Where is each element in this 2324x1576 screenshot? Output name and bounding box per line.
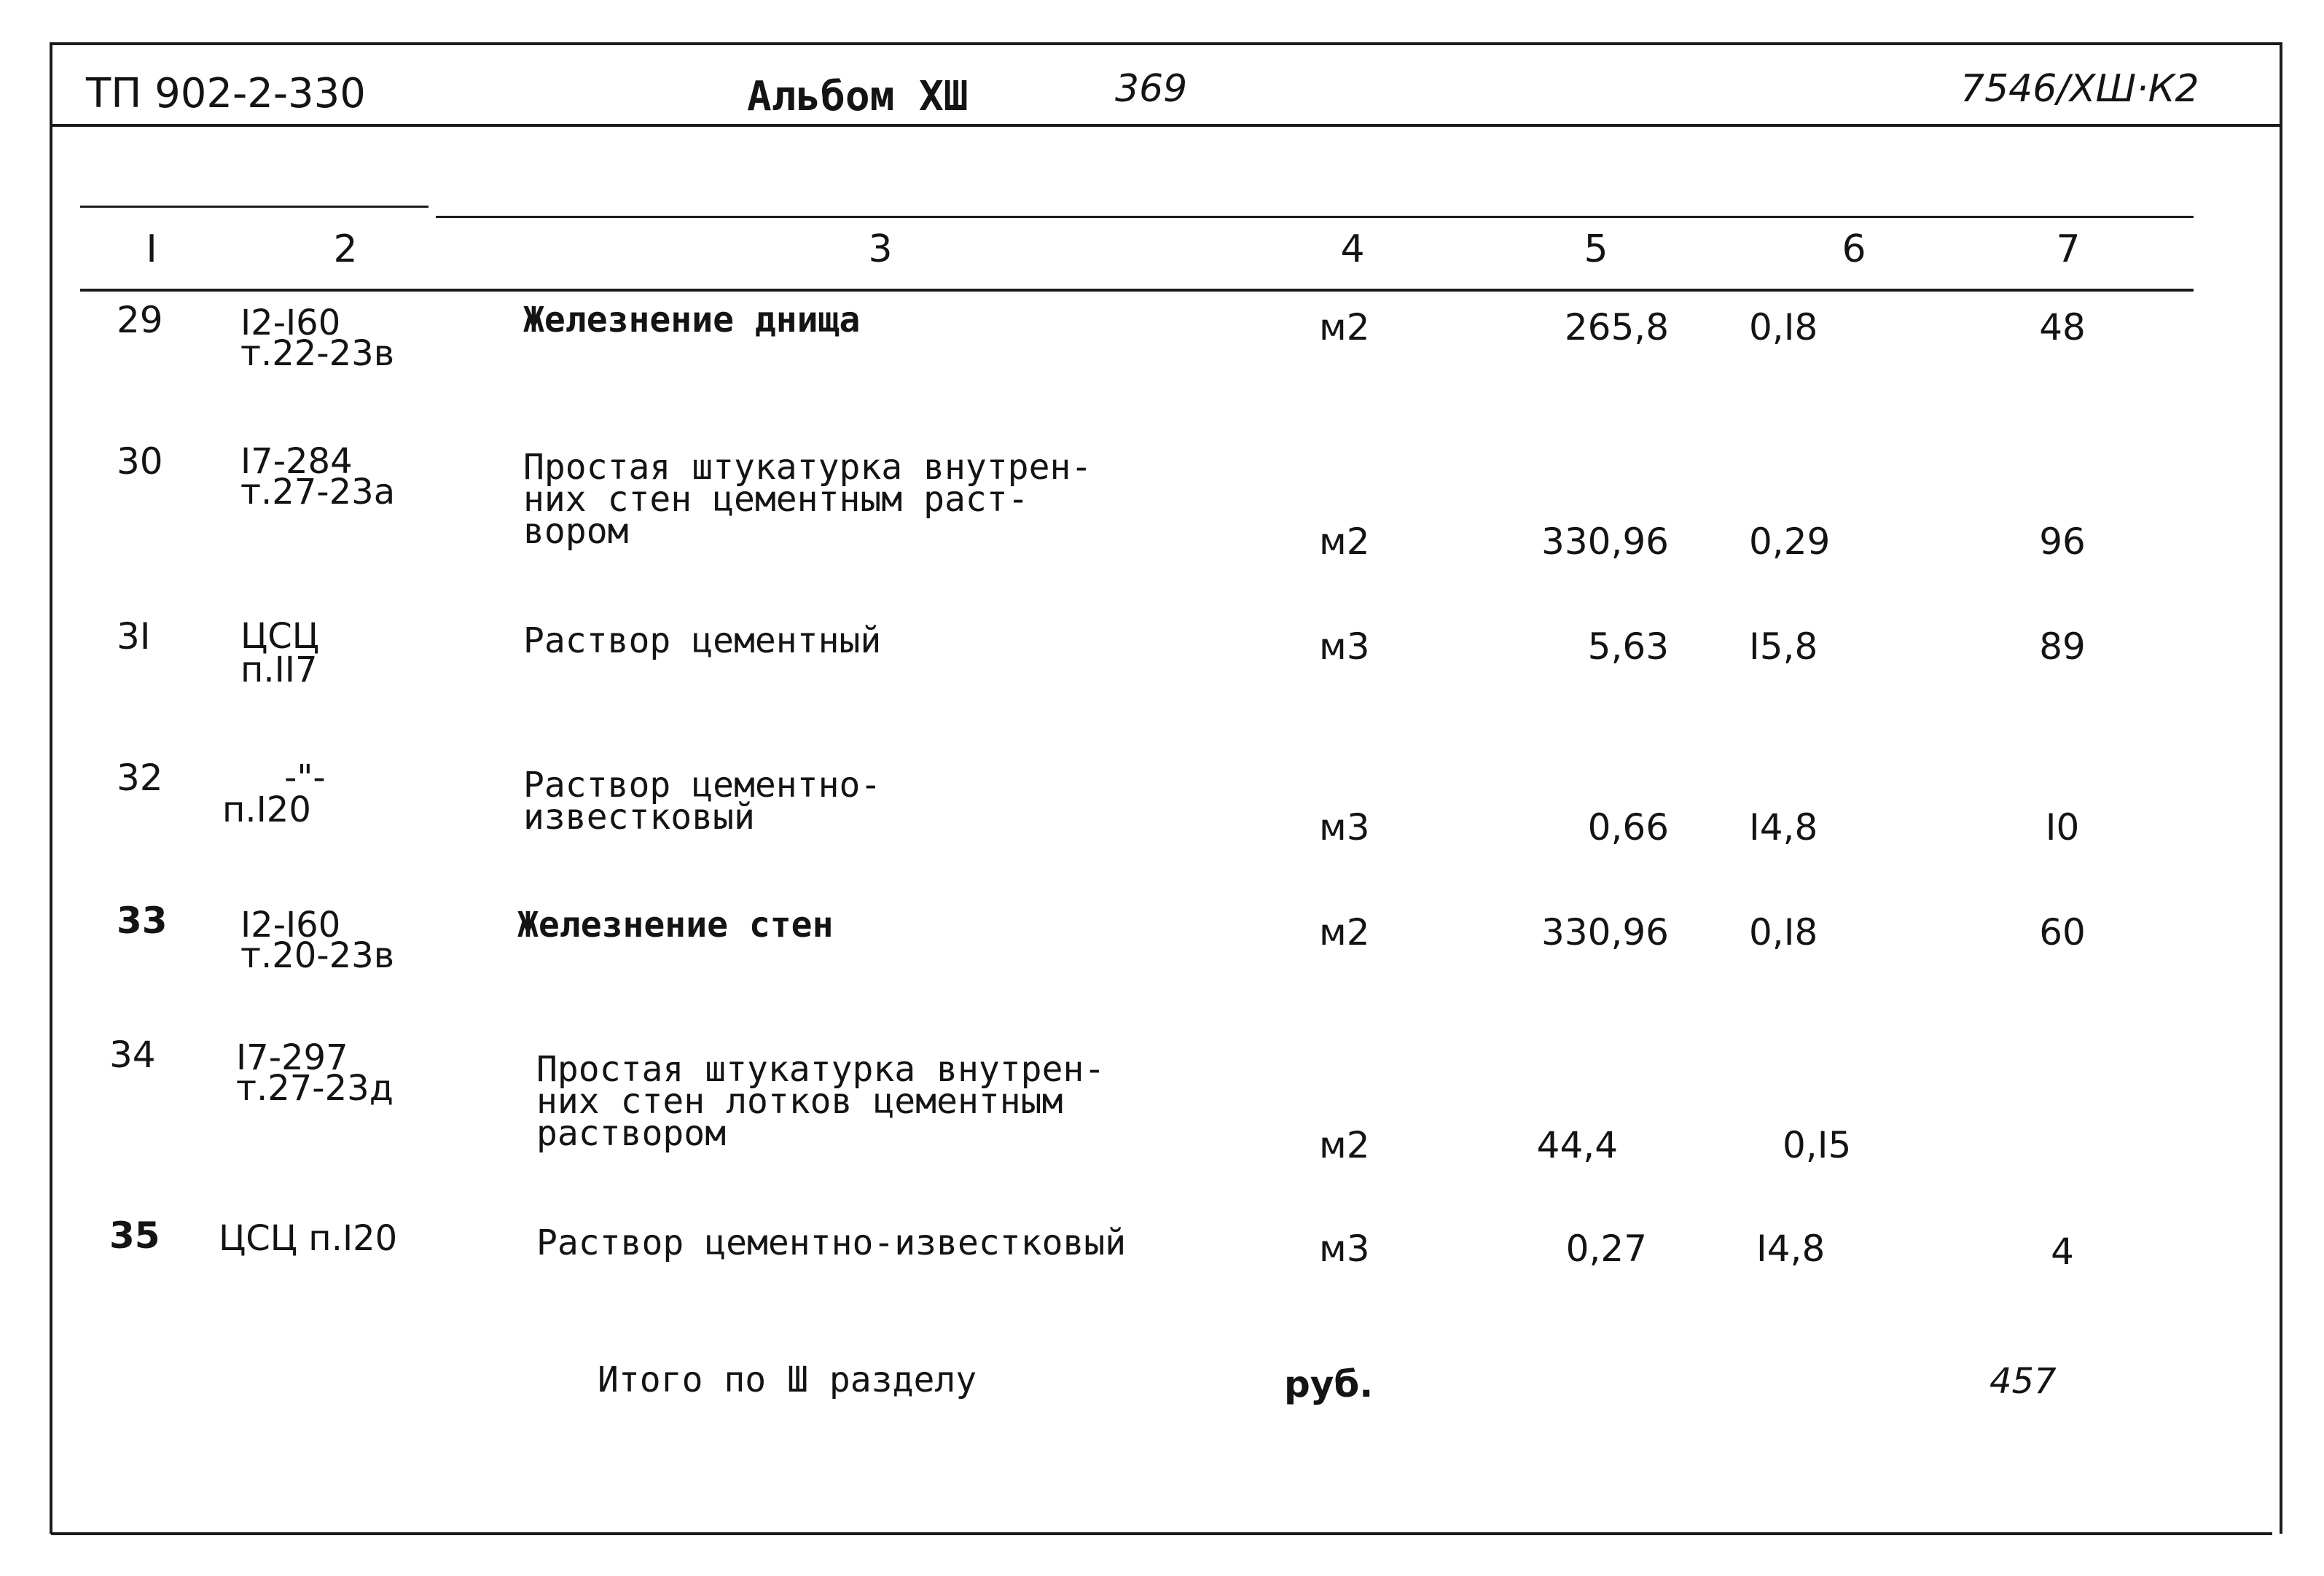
work-description: Простая штукатурка внутрен- bbox=[523, 447, 1092, 488]
cost: 89 bbox=[2039, 625, 2086, 668]
table-top-rule bbox=[436, 216, 2194, 218]
row-number: 3I bbox=[117, 615, 151, 658]
project-code: ТП 902-2-330 bbox=[86, 70, 366, 117]
quantity: 5,63 bbox=[1587, 625, 1669, 668]
column-number-2: 2 bbox=[333, 227, 358, 271]
cost: 4 bbox=[2051, 1230, 2074, 1273]
page-number: 369 bbox=[1115, 67, 1188, 111]
work-description: Железнение стен bbox=[517, 905, 834, 945]
work-description: известковый bbox=[523, 797, 755, 838]
unit-price: 0,29 bbox=[1749, 520, 1831, 563]
unit-price: I4,8 bbox=[1756, 1228, 1826, 1270]
unit-price: 0,I8 bbox=[1749, 306, 1818, 348]
work-description: вором bbox=[523, 511, 629, 552]
archive-code: 7546/XШ·К2 bbox=[1960, 67, 2199, 111]
header-divider bbox=[51, 124, 2282, 127]
row-number: 29 bbox=[117, 299, 163, 341]
row-number: 32 bbox=[117, 757, 163, 799]
frame-top bbox=[51, 42, 2282, 45]
unit-price: I4,8 bbox=[1749, 806, 1818, 849]
quantity: 330,96 bbox=[1541, 520, 1669, 563]
row-number: 30 bbox=[117, 440, 163, 483]
unit-price: I5,8 bbox=[1749, 625, 1818, 668]
unit-price: 0,I5 bbox=[1783, 1124, 1852, 1166]
cost: 60 bbox=[2039, 911, 2086, 953]
norm-reference-table: т.27-23д bbox=[236, 1068, 394, 1109]
frame-right bbox=[2280, 42, 2282, 1534]
album-title: Альбом XШ bbox=[747, 73, 969, 120]
column-number-5: 5 bbox=[1584, 227, 1608, 271]
total-value: 457 bbox=[1990, 1361, 2057, 1402]
unit: м2 bbox=[1319, 911, 1370, 953]
column-number-1: I bbox=[146, 227, 157, 271]
quantity: 330,96 bbox=[1541, 911, 1669, 953]
column-number-7: 7 bbox=[2056, 227, 2081, 271]
norm-reference: -"- bbox=[284, 757, 326, 798]
unit: м3 bbox=[1319, 806, 1370, 849]
norm-reference: I2-I60 bbox=[240, 905, 341, 945]
work-description: Раствор цементный bbox=[523, 620, 882, 661]
quantity: 0,27 bbox=[1565, 1228, 1647, 1270]
unit: м2 bbox=[1319, 306, 1370, 348]
norm-reference-table: п.I20 bbox=[222, 789, 311, 830]
row-number: 34 bbox=[109, 1034, 156, 1076]
norm-reference-table: п.II7 bbox=[240, 649, 318, 690]
norm-reference: ЦСЦ п.I20 bbox=[219, 1218, 398, 1259]
column-number-3: 3 bbox=[868, 227, 893, 271]
norm-reference-table: т.27-23а bbox=[240, 472, 396, 512]
norm-reference: I7-284 bbox=[240, 441, 353, 482]
frame-left bbox=[50, 42, 52, 1534]
work-description: Железнение днища bbox=[523, 300, 861, 340]
norm-reference: ЦСЦ bbox=[240, 616, 320, 657]
quantity: 44,4 bbox=[1536, 1124, 1618, 1166]
column-number-4: 4 bbox=[1340, 227, 1365, 271]
table-header-rule bbox=[80, 289, 2194, 292]
row-number: 33 bbox=[117, 900, 168, 942]
work-description: раствором bbox=[536, 1113, 727, 1154]
work-description: Раствор цементно- bbox=[523, 765, 882, 805]
cost: 96 bbox=[2039, 520, 2086, 563]
unit: м3 bbox=[1319, 1228, 1370, 1270]
norm-reference-table: т.22-23в bbox=[240, 333, 394, 374]
work-description: них стен лотков цементным bbox=[536, 1081, 1063, 1122]
work-description: них стен цементным раст- bbox=[523, 479, 1029, 520]
work-description: Раствор цементно-известковый bbox=[536, 1222, 1127, 1263]
table-top-rule-left bbox=[80, 206, 429, 208]
norm-reference: I2-I60 bbox=[240, 303, 341, 343]
work-description: Простая штукатурка внутрен- bbox=[536, 1049, 1106, 1090]
unit: м3 bbox=[1319, 625, 1370, 668]
frame-bottom bbox=[51, 1532, 2272, 1535]
cost: I0 bbox=[2045, 806, 2080, 849]
norm-reference-table: т.20-23в bbox=[240, 935, 394, 976]
quantity: 0,66 bbox=[1587, 806, 1669, 849]
column-number-6: 6 bbox=[1842, 227, 1866, 271]
unit-price: 0,I8 bbox=[1749, 911, 1818, 953]
total-label: Итого по Ш разделу bbox=[598, 1360, 977, 1400]
total-unit: руб. bbox=[1284, 1363, 1374, 1405]
unit: м2 bbox=[1319, 1124, 1370, 1166]
row-number: 35 bbox=[109, 1214, 160, 1257]
norm-reference: I7-297 bbox=[236, 1037, 348, 1078]
quantity: 265,8 bbox=[1564, 306, 1669, 348]
cost: 48 bbox=[2039, 306, 2086, 348]
unit: м2 bbox=[1319, 520, 1370, 563]
